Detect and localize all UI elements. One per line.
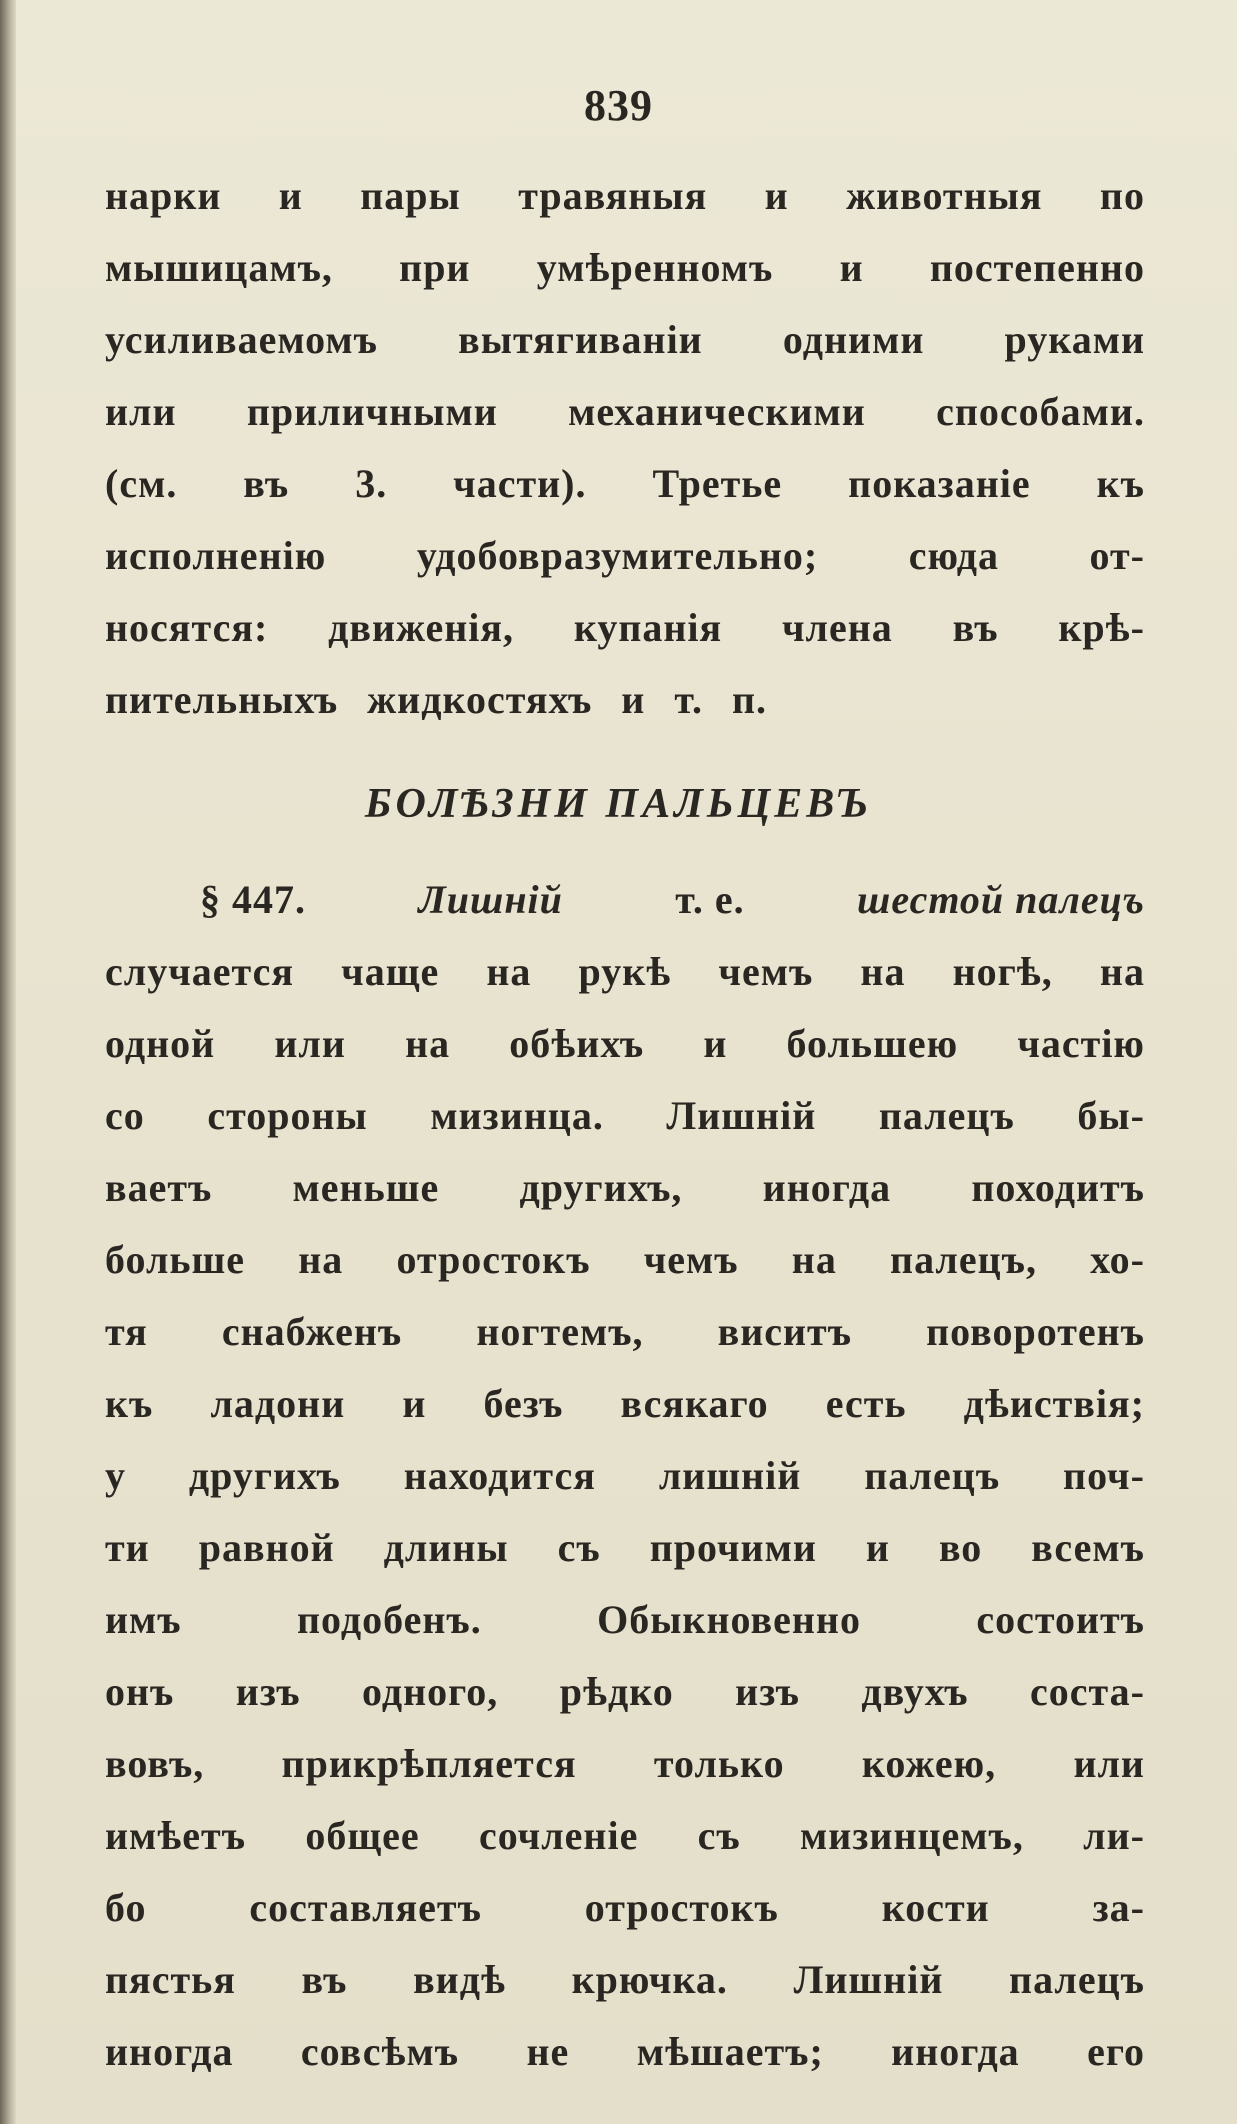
page-number: 839 <box>584 81 653 130</box>
word: мѣшаетъ; <box>636 2029 824 2074</box>
word: пары <box>360 173 461 218</box>
word: хо- <box>1090 1237 1145 1282</box>
text-line <box>105 1524 1145 1596</box>
word: со <box>105 1093 145 1138</box>
word: поч- <box>1063 1453 1145 1498</box>
word: одного, <box>361 1669 499 1714</box>
word: рукѣ <box>578 949 672 994</box>
word: чемъ <box>643 1237 739 1282</box>
word: члена <box>781 605 893 650</box>
word: бо <box>105 1885 147 1930</box>
word: и <box>839 245 864 290</box>
paragraph-1 <box>105 172 1145 748</box>
word: на <box>405 1021 451 1066</box>
word: по <box>1099 173 1145 218</box>
word: длины <box>383 1525 509 1570</box>
word: меньше <box>292 1165 440 1210</box>
word: его <box>1087 2029 1145 2074</box>
word: показаніе <box>848 461 1031 506</box>
word: къ <box>105 1381 154 1426</box>
word: въ <box>301 1957 348 2002</box>
word: во <box>938 1525 983 1570</box>
word: безъ <box>483 1381 564 1426</box>
word: у <box>105 1453 126 1498</box>
text-line <box>105 1236 1145 1308</box>
word: или <box>1073 1741 1145 1786</box>
word: или <box>274 1021 346 1066</box>
word: находится <box>403 1453 596 1498</box>
word: мизинцемъ, <box>800 1813 1024 1858</box>
word: за- <box>1092 1885 1145 1930</box>
italic-term: шестой палецъ <box>857 877 1145 922</box>
word: мышицамъ, <box>105 245 333 290</box>
word: поворотенъ <box>926 1309 1145 1354</box>
word: удобовразумительно; <box>416 533 819 578</box>
word: ти <box>105 1525 150 1570</box>
word: постепенно <box>929 245 1145 290</box>
word: иногда <box>762 1165 892 1210</box>
word: Лишній <box>793 1957 944 2002</box>
word: чаще <box>341 949 440 994</box>
word: части). <box>453 461 587 506</box>
word: Обыкновенно <box>597 1597 861 1642</box>
word: прочими <box>649 1525 817 1570</box>
text-line: пительныхъ жидкостяхъ и т. п. <box>105 677 768 722</box>
word: въ <box>952 605 999 650</box>
word: 3. <box>355 461 388 506</box>
word: видѣ <box>413 1957 506 2002</box>
word: всякаго <box>620 1381 769 1426</box>
word: крючка. <box>571 1957 728 2002</box>
word: равной <box>198 1525 335 1570</box>
word: купанія <box>573 605 723 650</box>
word: на <box>486 949 532 994</box>
word: или <box>105 389 177 434</box>
word: большею <box>786 1021 959 1066</box>
word: Лишній <box>666 1093 817 1138</box>
word: усиливаемомъ <box>105 317 378 362</box>
word: Третье <box>652 461 783 506</box>
word: имъ <box>105 1597 182 1642</box>
word: носятся: <box>105 605 269 650</box>
word: всемъ <box>1031 1525 1145 1570</box>
text-line <box>105 1452 1145 1524</box>
word: на <box>791 1237 837 1282</box>
text-line <box>105 1740 1145 1812</box>
text-line <box>105 1812 1145 1884</box>
word: дѣиствія; <box>963 1381 1145 1426</box>
word: иногда <box>105 2029 234 2074</box>
text-line <box>105 2028 1145 2100</box>
word: кожею, <box>861 1741 997 1786</box>
word: исполненію <box>105 533 327 578</box>
word: не <box>526 2029 570 2074</box>
text-line <box>105 1668 1145 1740</box>
text-line <box>105 1164 1145 1236</box>
section-first-line <box>105 876 1145 948</box>
text-line <box>105 1308 1145 1380</box>
word: тя <box>105 1309 148 1354</box>
text-line <box>105 388 1145 460</box>
text-line <box>105 1884 1145 1956</box>
text-line <box>105 948 1145 1020</box>
word: и <box>865 1525 890 1570</box>
word: совсѣмъ <box>300 2029 460 2074</box>
word: ваетъ <box>105 1165 213 1210</box>
section-heading: БОЛѢЗНИ ПАЛЬЦЕВЪ <box>364 781 873 827</box>
word: только <box>653 1741 785 1786</box>
word: онъ <box>105 1669 175 1714</box>
text-line <box>105 172 1145 244</box>
word: отростокъ <box>584 1885 779 1930</box>
word: сюда <box>908 533 1000 578</box>
word: мизинца. <box>430 1093 604 1138</box>
word: вовъ, <box>105 1741 205 1786</box>
word: палецъ <box>878 1093 1015 1138</box>
word: и <box>278 173 303 218</box>
text-line <box>105 1020 1145 1092</box>
word: приличными <box>246 389 498 434</box>
word: есть <box>825 1381 907 1426</box>
word: вытягиваніи <box>458 317 703 362</box>
text-line <box>105 604 1145 676</box>
word: палецъ <box>864 1453 1001 1498</box>
word: съ <box>697 1813 741 1858</box>
word: на <box>1099 949 1145 994</box>
word: съ <box>557 1525 601 1570</box>
text-line <box>105 1596 1145 1668</box>
word: виситъ <box>717 1309 853 1354</box>
word: стороны <box>207 1093 368 1138</box>
word: случается <box>105 949 295 994</box>
word: палецъ, <box>890 1237 1037 1282</box>
word: больше <box>105 1237 246 1282</box>
word: другихъ, <box>519 1165 683 1210</box>
word: къ <box>1096 461 1145 506</box>
word: руками <box>1004 317 1145 362</box>
word: подобенъ. <box>296 1597 482 1642</box>
word: и <box>764 173 789 218</box>
word: способами. <box>936 389 1145 434</box>
word: крѣ- <box>1058 605 1145 650</box>
word: движенія, <box>328 605 515 650</box>
word: животныя <box>846 173 1043 218</box>
word: состоитъ <box>976 1597 1145 1642</box>
word: соста- <box>1030 1669 1145 1714</box>
word: изъ <box>235 1669 301 1714</box>
section-number: § 447. <box>200 877 306 922</box>
word: пястья <box>105 1957 236 2002</box>
word: изъ <box>735 1669 800 1714</box>
word: частію <box>1017 1021 1145 1066</box>
word: ли- <box>1083 1813 1145 1858</box>
italic-term: Лишній <box>418 877 563 922</box>
text-line <box>105 1380 1145 1452</box>
word: кости <box>881 1885 990 1930</box>
word: имѣетъ <box>105 1813 247 1858</box>
word: одними <box>782 317 925 362</box>
text-line <box>105 316 1145 388</box>
word: въ <box>243 461 290 506</box>
word: составляетъ <box>249 1885 482 1930</box>
word: прикрѣпляется <box>281 1741 577 1786</box>
page-gutter-shadow <box>0 0 16 2124</box>
word: сочленіе <box>478 1813 639 1858</box>
word: палецъ <box>1009 1957 1145 2002</box>
word: общее <box>305 1813 420 1858</box>
text-line <box>105 1956 1145 2028</box>
word: ногѣ, <box>952 949 1053 994</box>
word: отростокъ <box>396 1237 591 1282</box>
word: рѣдко <box>559 1669 674 1714</box>
abbreviation: т. е. <box>675 877 745 922</box>
word: ладони <box>210 1381 346 1426</box>
word: чемъ <box>718 949 814 994</box>
word: двухъ <box>861 1669 969 1714</box>
word: (см. <box>105 461 178 506</box>
word: иногда <box>891 2029 1020 2074</box>
word: умѣренномъ <box>536 245 774 290</box>
word: ногтемъ, <box>476 1309 644 1354</box>
word: лишній <box>658 1453 802 1498</box>
word: и <box>703 1021 728 1066</box>
word: травяныя <box>518 173 708 218</box>
word: другихъ <box>188 1453 341 1498</box>
word: и <box>402 1381 427 1426</box>
text-line <box>105 1092 1145 1164</box>
word: нарки <box>105 173 222 218</box>
word: походитъ <box>971 1165 1145 1210</box>
text-line <box>105 532 1145 604</box>
word: бы- <box>1077 1093 1145 1138</box>
word: механическими <box>568 389 866 434</box>
paragraph-2 <box>105 876 1145 2100</box>
word: снабженъ <box>221 1309 403 1354</box>
text-line <box>105 460 1145 532</box>
text-line <box>105 244 1145 316</box>
word: при <box>399 245 471 290</box>
word: от- <box>1089 533 1145 578</box>
word: на <box>298 1237 344 1282</box>
word: обѣихъ <box>509 1021 645 1066</box>
word: на <box>860 949 906 994</box>
word: одной <box>105 1021 216 1066</box>
